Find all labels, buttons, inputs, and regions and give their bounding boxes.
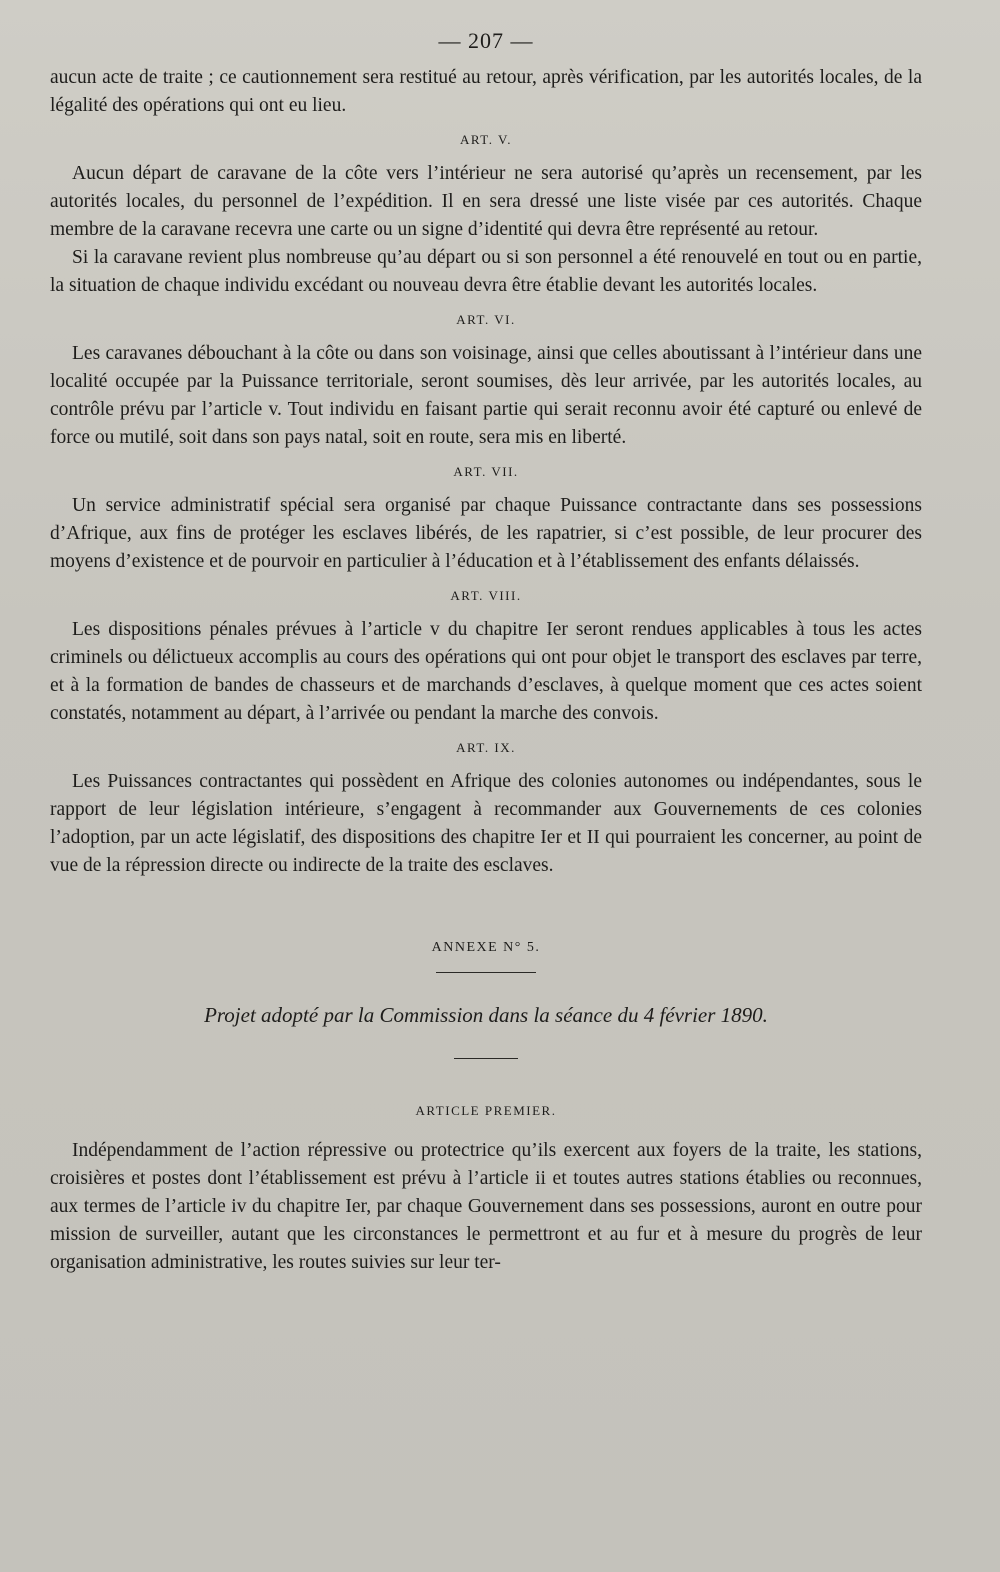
article-premier-paragraph: Indépendamment de l’action répressive ou protectrice qu’ils exercent aux foyers de la traite, les stations, croisières et postes dont l’établissement est prévu à l’article ii et toutes autres stations établies ou reconnues, aux termes de l’article iv du chapitre Ier, par chaque Gouvernement dans ses possessions, auront en outre pour mission de surveiller, autant que les circonstances le permettront et au fur et à mesure du progrès de leur organisation administrative, les routes suivies sur leur ter- bbox=[50, 1140, 922, 1273]
article-ix-heading: ART. IX. bbox=[456, 740, 516, 755]
divider-rule-short bbox=[454, 1058, 518, 1059]
article-vi-paragraph: Les caravanes débouchant à la côte ou dans son voisinage, ainsi que celles aboutissant à l’intérieur dans une localité occupée par la Puissance territoriale, seront soumises, dès leur arrivée, par les autorités locales, au contrôle prévu par l’article v. Tout individu en faisant partie qui serait reconnu avoir été capturé ou enlevé de force ou mutilé, soit dans son pays natal, soit en route, sera mis en liberté. bbox=[50, 343, 922, 448]
projet-title: Projet adopté par la Commission dans la séance du 4 février 1890. bbox=[204, 1003, 768, 1027]
annex-label: ANNEXE N° 5. bbox=[431, 940, 541, 955]
article-viii-paragraph: Les dispositions pénales prévues à l’article v du chapitre Ier seront rendues applicables à tous les actes criminels ou délictueux accomplis au cours des opérations qui ont pour objet le transport des esclaves par terre, et à la formation de bandes de chasseurs et de marchands d’esclaves, à quelque moment que ces actes soient constatés, notamment au départ, à l’arrivée ou pendant la marche des convois. bbox=[50, 619, 922, 724]
article-v-paragraph-1: Aucun départ de caravane de la côte vers l’intérieur ne sera autorisé qu’après un recensement, par les autorités locales, du personnel de l’expédition. Il en sera dressé une liste visée par ces autorités. Chaque membre de la caravane recevra une carte ou un signe d’identité qui devra être représenté au retour. bbox=[50, 163, 922, 240]
article-ix-paragraph: Les Puissances contractantes qui possèdent en Afrique des colonies autonomes ou indépendantes, sous le rapport de leur législation intérieure, s’engagent à recommander aux Gouvernements de ces colonies l’adoption, par un acte législatif, des dispositions des chapitre Ier et II qui pourraient les concerner, au point de vue de la répression directe ou indirecte de la traite des esclaves. bbox=[50, 771, 922, 876]
page-number: — 207 — bbox=[438, 28, 534, 53]
article-vii-heading: ART. VII. bbox=[453, 464, 519, 479]
intro-paragraph: aucun acte de traite ; ce cautionnement sera restitué au retour, après vérification, par les autorités locales, de la légalité des opérations qui ont eu lieu. bbox=[50, 67, 922, 116]
article-vi-heading: ART. VI. bbox=[456, 312, 516, 327]
divider-rule bbox=[436, 972, 536, 973]
article-v-heading: ART. V. bbox=[460, 132, 512, 147]
article-v-paragraph-2: Si la caravane revient plus nombreuse qu’au départ ou si son personnel a été renouvelé en tout ou en partie, la situation de chaque individu excédant ou nouveau devra être établie devant les autorités locales. bbox=[50, 247, 922, 296]
article-premier-heading: ARTICLE PREMIER. bbox=[415, 1103, 557, 1118]
article-viii-heading: ART. VIII. bbox=[450, 588, 522, 603]
article-vii-paragraph: Un service administratif spécial sera organisé par chaque Puissance contractante dans ses possessions d’Afrique, aux fins de protéger les esclaves libérés, de les rapatrier, si c’est possible, de leur procurer des moyens d’existence et de pourvoir en particulier à l’éducation et à l’établissement des enfants délaissés. bbox=[50, 495, 922, 572]
